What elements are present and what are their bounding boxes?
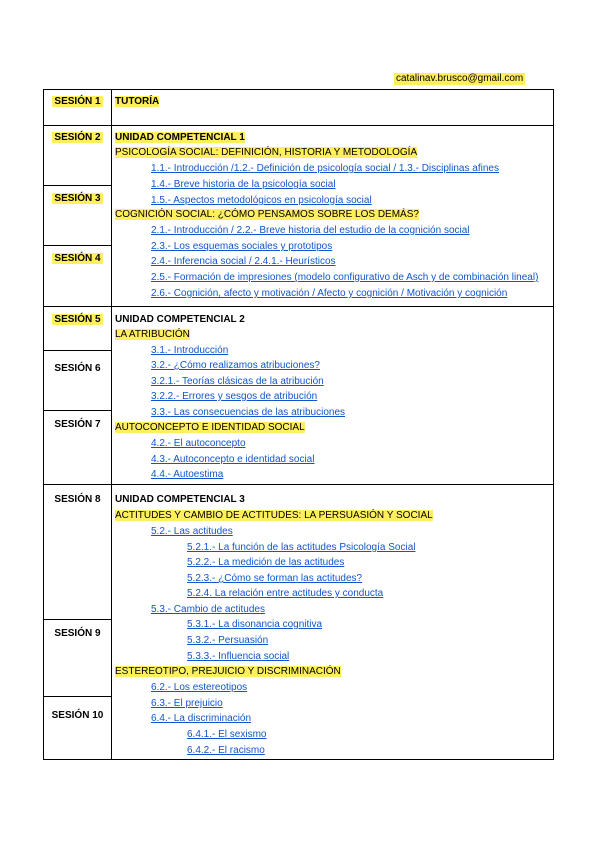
unit-3-heading: UNIDAD COMPETENCIAL 3 — [115, 494, 245, 505]
link-5-2-4[interactable]: 5.2.4. La relación entre actitudes y conducta — [187, 588, 384, 599]
link-4-3[interactable]: 4.3.- Autoconcepto e identidad social — [151, 454, 315, 465]
session-8-label: SESIÓN 8 — [54, 494, 101, 505]
topic-6-heading: ESTEREOTIPO, PREJUICIO Y DISCRIMINACIÓN — [115, 666, 341, 677]
row-divider — [44, 306, 553, 307]
session-divider — [44, 619, 112, 620]
topic-3-heading: LA ATRIBUCIÓN — [115, 329, 190, 340]
topic-2-heading: COGNICIÓN SOCIAL: ¿CÓMO PENSAMOS SOBRE LOS DEMÁS? — [115, 209, 419, 220]
session-6-label: SESIÓN 6 — [54, 363, 101, 374]
unit-1-heading: UNIDAD COMPETENCIAL 1 — [115, 132, 245, 143]
topic-4-heading: AUTOCONCEPTO E IDENTIDAD SOCIAL — [115, 422, 305, 433]
author-email: catalinav.brusco@gmail.com — [396, 73, 524, 84]
topic-5-heading: ACTITUDES Y CAMBIO DE ACTITUDES: LA PERSUASIÓN Y SOCIAL — [115, 510, 433, 521]
link-5-3-2[interactable]: 5.3.2.- Persuasión — [187, 635, 269, 646]
link-5-2-3[interactable]: 5.2.3.- ¿Cómo se forman las actitudes? — [187, 573, 363, 584]
row-divider — [44, 125, 553, 126]
session-10-label: SESIÓN 10 — [51, 710, 104, 721]
session-divider — [44, 350, 112, 351]
link-4-2[interactable]: 4.2.- El autoconcepto — [151, 438, 246, 449]
link-2-6[interactable]: 2.6.- Cognición, afecto y motivación / Afecto y cognición / Motivación y cognición — [151, 288, 508, 299]
link-3-2-1[interactable]: 3.2.1.- Teorías clásicas de la atribución — [151, 376, 324, 387]
link-6-2[interactable]: 6.2.- Los estereotipos — [151, 682, 248, 693]
session-divider — [44, 185, 112, 186]
session-3-label: SESIÓN 3 — [54, 193, 101, 204]
session-1-label: SESIÓN 1 — [54, 96, 101, 107]
link-1-5[interactable]: 1.5.- Aspectos metodológicos en psicología social — [151, 195, 372, 206]
column-divider — [111, 90, 112, 759]
link-1-4[interactable]: 1.4.- Breve historia de la psicología social — [151, 179, 336, 190]
link-6-4-1[interactable]: 6.4.1.- El sexismo — [187, 729, 267, 740]
link-3-2[interactable]: 3.2.- ¿Cómo realizamos atribuciones? — [151, 360, 320, 371]
link-6-4-2[interactable]: 6.4.2.- El racismo — [187, 745, 265, 756]
link-6-3[interactable]: 6.3.- El prejuicio — [151, 698, 223, 709]
link-5-3-1[interactable]: 5.3.1.- La disonancia cognitiva — [187, 619, 323, 630]
link-2-5[interactable]: 2.5.- Formación de impresiones (modelo configurativo de Asch y de combinación lineal) — [151, 272, 539, 283]
link-1-1[interactable]: 1.1.- Introducción /1.2.- Definición de psicología social / 1.3.- Disciplinas afines — [151, 163, 499, 174]
session-divider — [44, 696, 112, 697]
link-2-1[interactable]: 2.1.- Introducción / 2.2.- Breve historia del estudio de la cognición social — [151, 225, 470, 236]
session-divider — [44, 245, 112, 246]
link-5-2-1[interactable]: 5.2.1.- La función de las actitudes Psicología Social — [187, 542, 416, 553]
link-3-1[interactable]: 3.1.- Introducción — [151, 345, 229, 356]
topic-1-heading: PSICOLOGÍA SOCIAL: DEFINICIÓN, HISTORIA Y METODOLOGÍA — [115, 147, 418, 158]
link-2-4[interactable]: 2.4.- Inferencia social / 2.4.1.- Heurísticos — [151, 256, 336, 267]
link-2-3[interactable]: 2.3.- Los esquemas sociales y prototipos — [151, 241, 333, 252]
session-9-label: SESIÓN 9 — [54, 628, 101, 639]
session-divider — [44, 410, 112, 411]
tutoria-heading: TUTORÍA — [115, 96, 160, 107]
unit-2-heading: UNIDAD COMPETENCIAL 2 — [115, 314, 245, 325]
link-3-3[interactable]: 3.3.- Las consecuencias de las atribuciones — [151, 407, 346, 418]
link-4-4[interactable]: 4.4.- Autoestima — [151, 469, 224, 480]
link-6-4[interactable]: 6.4.- La discriminación — [151, 713, 252, 724]
session-4-label: SESIÓN 4 — [54, 253, 101, 264]
link-5-3[interactable]: 5.3.- Cambio de actitudes — [151, 604, 265, 615]
link-5-2-2[interactable]: 5.2.2.- La medición de las actitudes — [187, 557, 345, 568]
session-2-label: SESIÓN 2 — [54, 132, 101, 143]
link-5-2[interactable]: 5.2.- Las actitudes — [151, 526, 233, 537]
session-7-label: SESIÓN 7 — [54, 419, 101, 430]
session-5-label: SESIÓN 5 — [54, 314, 101, 325]
link-5-3-3[interactable]: 5.3.3.- Influencia social — [187, 651, 290, 662]
row-divider — [44, 484, 553, 485]
syllabus-table — [43, 89, 554, 760]
link-3-2-2[interactable]: 3.2.2.- Errores y sesgos de atribución — [151, 391, 318, 402]
